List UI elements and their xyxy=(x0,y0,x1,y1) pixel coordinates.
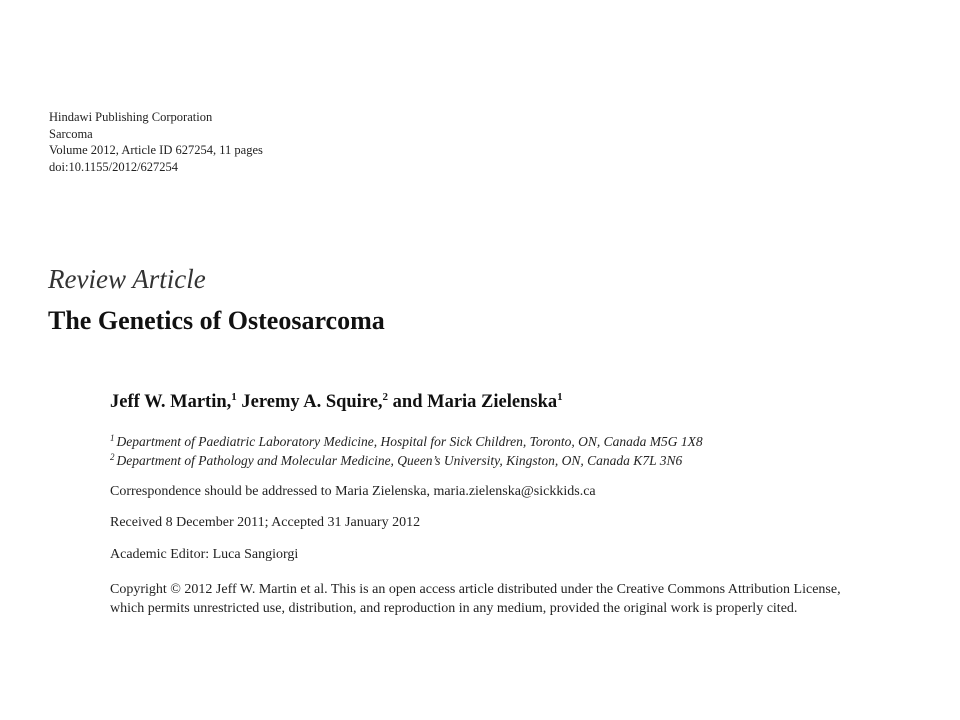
affiliation-list xyxy=(110,432,703,470)
journal-name: Sarcoma xyxy=(49,126,93,141)
author-affiliation-marker: 1 xyxy=(231,390,237,403)
affiliation-number: 1 xyxy=(110,432,115,443)
volume-info: Volume 2012, Article ID 627254, 11 pages xyxy=(49,143,263,157)
affiliation-item xyxy=(110,432,703,451)
author-name: and Maria Zielenska xyxy=(392,392,558,412)
correspondence: Correspondence should be addressed to Maria Zielenska, maria.zielenska@sickkids.ca xyxy=(110,484,596,499)
affiliation-text: Department of Paediatric Laboratory Medicine, Hospital for Sick Children, Toronto, ON, Canada M5G 1X8 xyxy=(116,434,703,449)
received-accepted-dates: Received 8 December 2011; Accepted 31 January 2012 xyxy=(110,515,421,530)
author-list xyxy=(110,392,563,413)
article-title: The Genetics of Osteosarcoma xyxy=(48,306,385,335)
copyright-notice xyxy=(110,580,841,618)
affiliation-item xyxy=(110,451,703,470)
author-affiliation-marker: 1 xyxy=(557,390,563,403)
author-name: Jeremy A. Squire, xyxy=(241,392,383,412)
doi[interactable]: doi:10.1155/2012/627254 xyxy=(49,159,179,174)
copyright-line: Copyright © 2012 Jeff W. Martin et al. This is an open access article distributed under the Creative Commons Attribution License, xyxy=(110,582,841,597)
article-type: Review Article xyxy=(48,264,206,294)
academic-editor: Academic Editor: Luca Sangiorgi xyxy=(110,547,299,562)
affiliation-number: 2 xyxy=(110,451,115,462)
journal-header xyxy=(49,109,263,175)
publisher-name: Hindawi Publishing Corporation xyxy=(49,110,213,124)
affiliation-text: Department of Pathology and Molecular Medicine, Queen’s University, Kingston, ON, Canada K7L 3N6 xyxy=(116,453,683,468)
author-affiliation-marker: 2 xyxy=(382,390,389,403)
copyright-line: which permits unrestricted use, distribution, and reproduction in any medium, provided the original work is properly cited. xyxy=(110,601,798,616)
author-name: Jeff W. Martin, xyxy=(110,392,232,412)
